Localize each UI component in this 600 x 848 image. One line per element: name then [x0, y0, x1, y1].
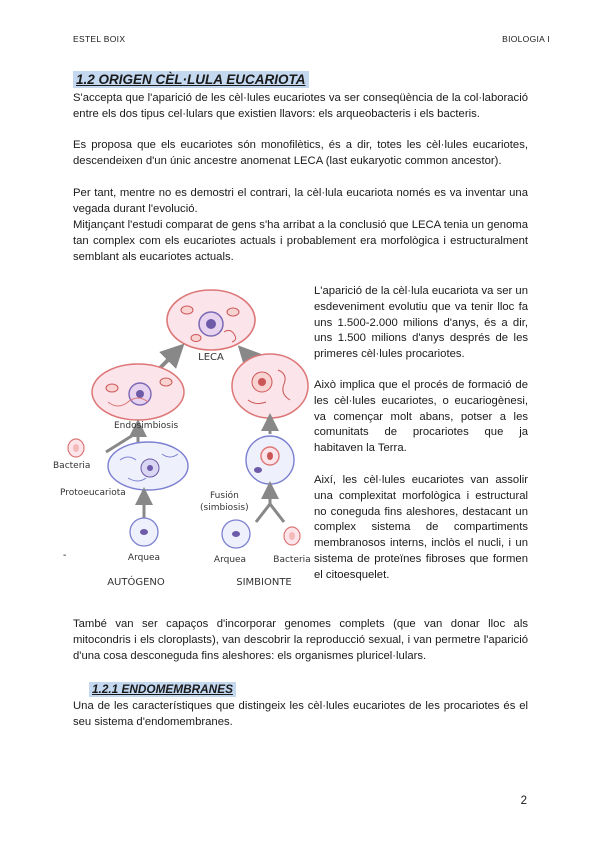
header-subject: BIOLOGIA I — [502, 34, 550, 44]
left-eukaryote-cell — [92, 364, 184, 420]
label-autogeno: AUTÓGENO — [107, 577, 165, 588]
right-eukaryote-cell — [232, 354, 308, 418]
label-protoeucariota: Protoeucariota — [60, 488, 126, 498]
fusion-fork-arrow — [256, 504, 284, 522]
header-author: ESTEL BOIX — [73, 34, 126, 44]
label-endosimbiosis: Endosimbiosis — [114, 421, 179, 431]
archaea-left-cell — [130, 518, 158, 546]
section-title: 1.2 ORIGEN CÈL·LULA EUCARIOTA — [73, 71, 309, 88]
label-fusion: Fusión — [210, 491, 239, 501]
label-arquea-right: Arquea — [213, 555, 247, 565]
archaea-right-cell — [222, 520, 250, 548]
label-bacteria-right: Bacteria — [273, 555, 311, 565]
side-paragraph-2: Això implica que el procés de formació de les cèl·lules eucariotes, o eucariogènesi, va començar molt abans, potser a les comunitats de procariotes que ja habitaven la Terra. — [314, 379, 528, 455]
page-number: 2 — [520, 795, 527, 807]
margin-mark: - — [63, 550, 67, 561]
paragraph-6: Una de les característiques que distingeix les cèl·lules eucariotes de les procariotes és el seu sistema d'endomembranes. — [73, 700, 528, 728]
label-bacteria-left: Bacteria — [53, 461, 91, 471]
paragraph-5: També van ser capaços d'incorporar genomes complets (que van donar lloc als mitocondris i els cloroplasts), van descobrir la reproducció sexual, i van permetre l'aparició d'una cosa desconeguda fins aleshores: els organismes pluricel·lulars. — [73, 618, 528, 662]
protoeukaryote-cell — [108, 442, 188, 490]
side-paragraph-3: Així, les cèl·lules eucariotes van assolir una complexitat morfològica i estructural no coneguda fins aleshores, destacant un complex sistema de compartiments membranosos interns, inclòs el nucli, i un sistema de proteïnes fibroses que formen el citoesquelet. — [314, 474, 528, 581]
label-simbiosis: (simbiosis) — [200, 503, 249, 513]
fusion-cell — [246, 436, 294, 484]
paragraph-2: Es proposa que els eucariotes són monofilètics, és a dir, totes les cèl·lules eucariotes, descendeixen d'un únic ancestre anomenat LECA (last eukaryotic common ancestor). — [73, 139, 528, 167]
leca-cell — [167, 290, 255, 350]
side-paragraph-1: L'aparició de la cèl·lula eucariota va ser un esdeveniment evolutiu que va tenir lloc fa uns 1.500-2.000 milions d'anys, és a dir, uns 1.500 milions d'anys després de les primeres cèl·lules procariotes. — [314, 285, 528, 361]
label-simbionte: SIMBIONTE — [236, 577, 292, 588]
label-arquea-left: Arquea — [127, 553, 161, 563]
paragraph-4: Mitjançant l'estudi comparat de gens s'ha arribat a la conclusió que LECA tenia un genoma tan complex com els eucariotes actuals i probablement era morfològica i estructuralment semblant als eucariotes actuals. — [73, 219, 528, 263]
eukaryote-origin-figure — [48, 282, 313, 602]
subsection-title: 1.2.1 ENDOMEMBRANES — [89, 682, 236, 697]
label-leca: LECA — [198, 352, 224, 363]
bacteria-left-cell — [68, 439, 84, 457]
paragraph-3: Per tant, mentre no es demostri el contrari, la cèl·lula eucariota només es va inventar una vegada durant l'evolució. — [73, 187, 528, 215]
bacteria-right-cell — [284, 527, 300, 545]
paragraph-1: S'accepta que l'aparició de les cèl·lules eucariotes va ser conseqüència de la col·laboració entre els dos tipus cel·lulars que existien llavors: els arqueobacteris i els bacteris. — [73, 92, 528, 120]
